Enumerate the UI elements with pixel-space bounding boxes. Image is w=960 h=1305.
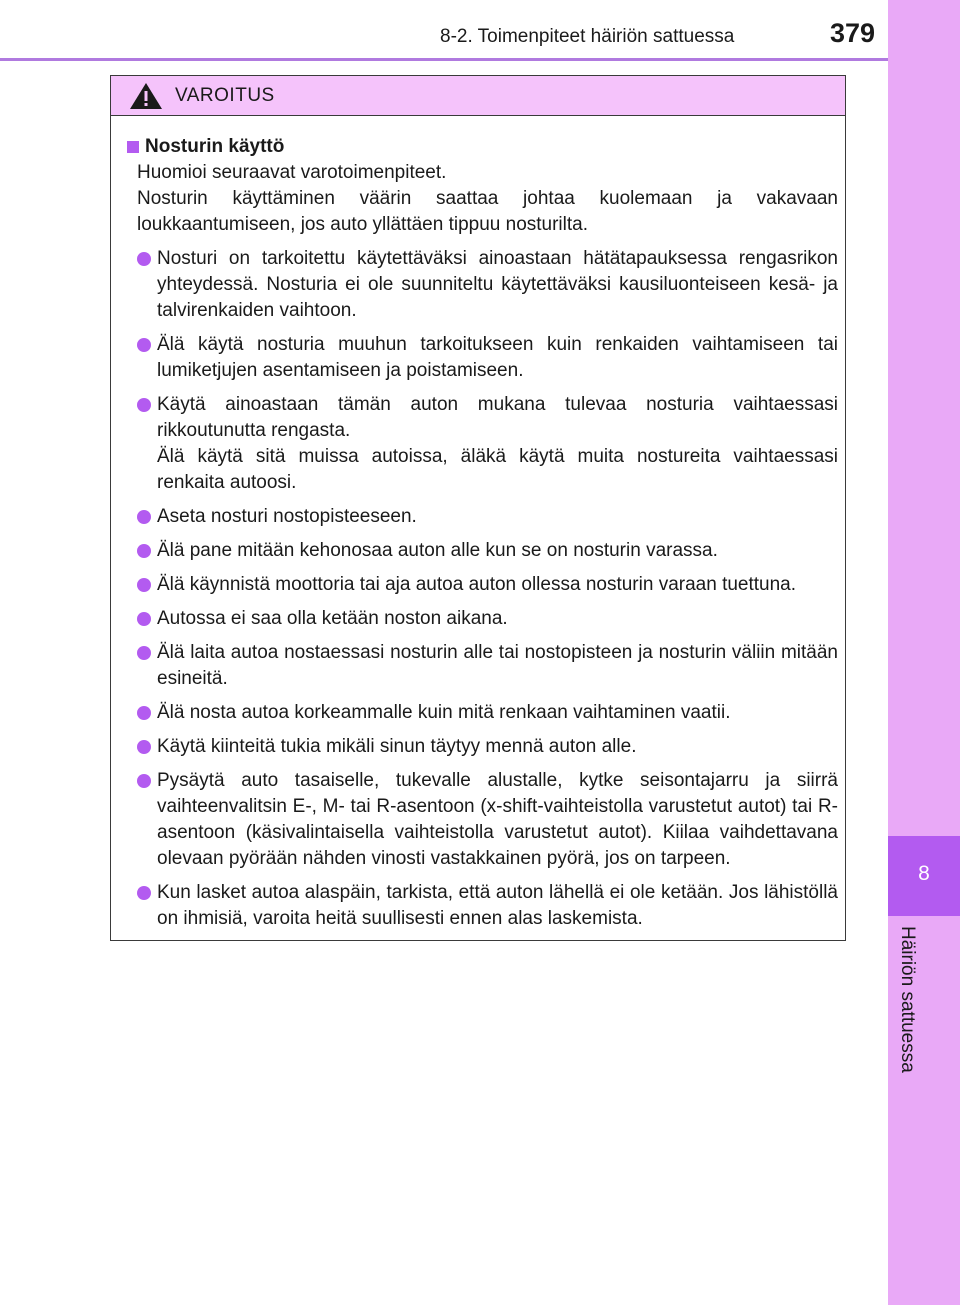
section-heading-text: Nosturin käyttö <box>145 136 285 157</box>
bullet-dot-icon <box>137 398 151 412</box>
warning-box <box>110 75 846 941</box>
intro-paragraph: Huomioi seuraavat varotoimenpiteet. <box>137 162 447 183</box>
list-item-text: Autossa ei saa olla ketään noston aikana. <box>157 608 508 629</box>
list-item-text: Käytä kiinteitä tukia mikäli sinun täytyy mennä auton alle. <box>157 736 637 757</box>
list-item <box>137 606 838 632</box>
chapter-number-box <box>888 836 960 916</box>
list-item-text: Aseta nosturi nostopisteeseen. <box>157 506 417 527</box>
page-number: 379 <box>830 18 876 48</box>
bullet-dot-icon <box>137 740 151 754</box>
chapter-side-tab <box>888 0 960 1305</box>
list-item-text: Älä käytä sitä muissa autoissa, äläkä käytä muita nostureita vaihtaessasi renkaita autoosi. <box>157 446 838 493</box>
list-item-text: Älä käynnistä moottoria tai aja autoa auton ollessa nosturin varaan tuettuna. <box>157 574 797 595</box>
chapter-label: Häiriön sattuessa <box>897 926 918 1073</box>
warning-content <box>111 116 845 932</box>
bullet-dot-icon <box>137 578 151 592</box>
list-item <box>137 700 838 726</box>
bullet-dot-icon <box>137 338 151 352</box>
page-header-title: 8-2. Toimenpiteet häiriön sattuessa <box>440 26 735 47</box>
chapter-number: 8 <box>918 862 930 885</box>
square-bullet-icon <box>127 141 139 153</box>
list-item-text: Älä nosta autoa korkeammalle kuin mitä renkaan vaihtaminen vaatii. <box>157 702 731 723</box>
list-item <box>137 640 838 692</box>
header-divider <box>0 58 888 61</box>
list-item <box>137 572 838 598</box>
list-item <box>137 332 838 384</box>
list-item <box>137 246 838 324</box>
intro-paragraph: Nosturin käyttäminen väärin saattaa johtaa kuolemaan ja vakavaan loukkaantumiseen, jos auto yllättäen tippuu nosturilta. <box>137 188 838 235</box>
warning-label: VAROITUS <box>175 84 275 106</box>
warning-triangle-icon <box>129 82 163 110</box>
list-item <box>137 768 838 872</box>
bullet-dot-icon <box>137 544 151 558</box>
warning-header <box>111 76 845 116</box>
list-item <box>137 880 838 932</box>
bullet-dot-icon <box>137 774 151 788</box>
list-item-text: Käytä ainoastaan tämän auton mukana tulevaa nosturia vaihtaessasi rikkoutunutta rengasta. <box>157 394 838 441</box>
list-item-text: Älä käytä nosturia muuhun tarkoitukseen kuin renkaiden vaihtamiseen tai lumiketjujen asentamiseen ja poistamiseen. <box>157 334 838 381</box>
list-item <box>137 538 838 564</box>
list-item <box>137 392 838 496</box>
bullet-dot-icon <box>137 612 151 626</box>
list-item-text: Pysäytä auto tasaiselle, tukevalle alustalle, kytke seisontajarru ja siirrä vaihteenvalitsin E-, M- tai R-asentoon (x-shift-vaihteistolla varustetut autot) tai R-asentoon (käsivalintaisella vaihteistolla varustetut autot). Kiilaa vaihdettavana olevaan pyörään nähden vinosti vastakkainen pyörä, jos on tarpeen. <box>157 770 838 869</box>
list-item <box>137 504 838 530</box>
bullet-dot-icon <box>137 646 151 660</box>
section-heading <box>127 134 838 160</box>
bullet-dot-icon <box>137 252 151 266</box>
list-item-text: Älä pane mitään kehonosaa auton alle kun se on nosturin varassa. <box>157 540 718 561</box>
bullet-dot-icon <box>137 510 151 524</box>
list-item-text: Kun lasket autoa alaspäin, tarkista, että auton lähellä ei ole ketään. Jos lähistöllä on ihmisiä, varoita heitä suullisesti ennen alas laskemista. <box>157 882 838 929</box>
list-item-text: Nosturi on tarkoitettu käytettäväksi ainoastaan hätätapauksessa rengasrikon yhteydessä. Nosturia ei ole suunniteltu käytettäväksi kausiluonteiseen kesä- ja talvirenkaiden vaihtoon. <box>157 248 838 321</box>
list-item-text: Älä laita autoa nostaessasi nosturin alle tai nostopisteen ja nosturin väliin mitään esineitä. <box>157 642 838 689</box>
warning-intro <box>137 160 838 238</box>
list-item <box>137 734 838 760</box>
bullet-dot-icon <box>137 706 151 720</box>
bullet-dot-icon <box>137 886 151 900</box>
